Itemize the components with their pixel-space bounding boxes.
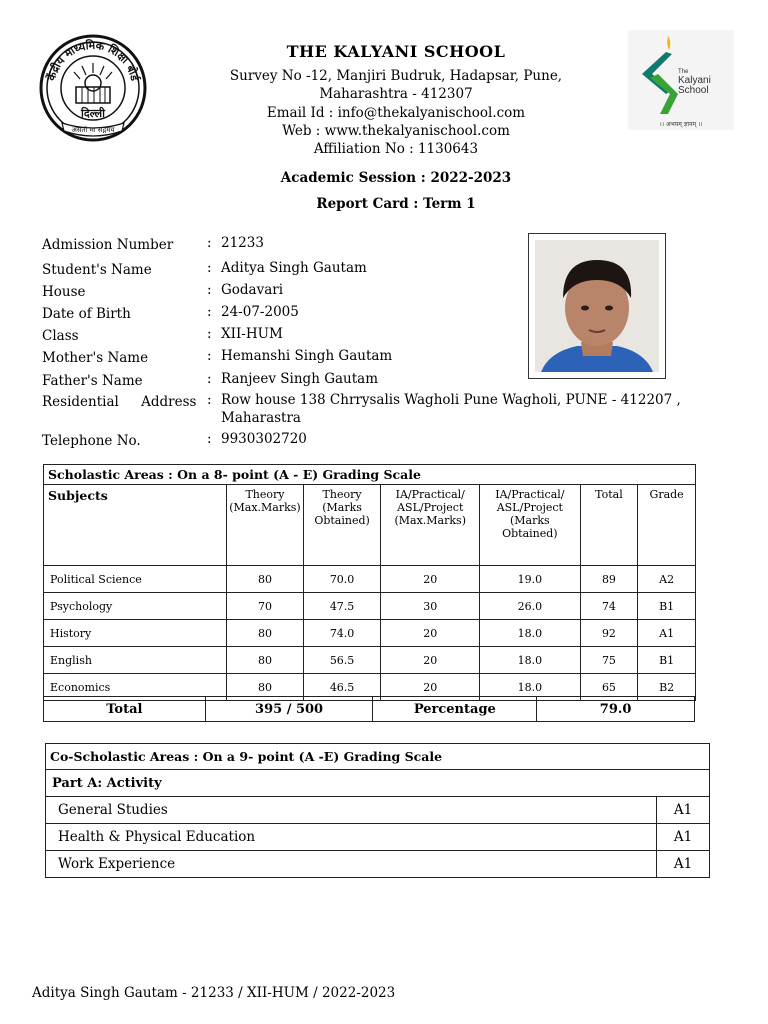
subject-row — [44, 566, 696, 593]
subject-name: Psychology — [44, 593, 227, 620]
subject-cell: 65 — [580, 674, 638, 701]
subject-row — [44, 647, 696, 674]
svg-text:The: The — [678, 69, 689, 75]
field-colon: : — [207, 371, 212, 387]
student-field-value-line2: Maharastra — [221, 410, 301, 426]
student-field-label: House — [42, 284, 86, 300]
svg-text:Kalyani: Kalyani — [678, 75, 711, 86]
subject-cell: 80 — [227, 566, 304, 593]
subject-cell: B1 — [638, 593, 696, 620]
subject-row — [44, 593, 696, 620]
coscholastic-part: Part A: Activity — [46, 770, 710, 797]
student-field-value: XII-HUM — [221, 326, 283, 342]
affiliation-number: Affiliation No : 1130643 — [313, 141, 479, 157]
student-field-value: Godavari — [221, 282, 284, 298]
student-field-value: 9930302720 — [221, 431, 307, 447]
subject-cell: 80 — [227, 674, 304, 701]
header-grade: Grade — [638, 485, 696, 566]
field-colon: : — [207, 304, 212, 320]
subject-cell: 46.5 — [303, 674, 381, 701]
svg-text:School: School — [678, 85, 709, 96]
activity-grade: A1 — [657, 851, 710, 878]
activity-row — [46, 824, 710, 851]
subject-cell: 70 — [227, 593, 304, 620]
scholastic-header-row — [44, 485, 696, 566]
student-field-label: Student's Name — [42, 262, 152, 278]
field-colon: : — [207, 282, 212, 298]
field-colon: : — [207, 235, 212, 251]
svg-text:केंद्रीय माध्यमिक शिक्षा बोर्ड: केंद्रीय माध्यमिक शिक्षा बोर्ड — [44, 38, 142, 83]
student-field-label: Telephone No. — [42, 433, 141, 449]
student-field-value: Hemanshi Singh Gautam — [221, 348, 393, 364]
subject-cell: 19.0 — [480, 566, 581, 593]
subject-cell: 74.0 — [303, 620, 381, 647]
scholastic-table — [43, 464, 696, 701]
activity-row — [46, 851, 710, 878]
subject-name: Economics — [44, 674, 227, 701]
header-theory-max: Theory (Max.Marks) — [227, 485, 304, 566]
subject-cell: 18.0 — [480, 674, 581, 701]
student-field-label: Mother's Name — [42, 350, 149, 366]
header-ia-obtained: IA/Practical/ ASL/Project (Marks Obtained) — [480, 485, 581, 566]
subject-cell: B1 — [638, 647, 696, 674]
student-field-value: Aditya Singh Gautam — [221, 260, 367, 276]
field-colon: : — [207, 260, 212, 276]
student-field-label: Class — [42, 328, 79, 344]
activity-name: Health & Physical Education — [46, 824, 657, 851]
subject-cell: 20 — [381, 620, 480, 647]
subject-cell: 20 — [381, 566, 480, 593]
student-field-label: Admission Number — [42, 237, 174, 253]
activity-name: Work Experience — [46, 851, 657, 878]
svg-text:असतो मा सद्गमय: असतो मा सद्गमय — [71, 126, 115, 134]
activity-row — [46, 797, 710, 824]
school-address-line2: Maharashtra - 412307 — [319, 86, 473, 102]
student-field-label: Residential Address — [42, 394, 197, 410]
subject-cell: A1 — [638, 620, 696, 647]
subject-name: English — [44, 647, 227, 674]
svg-text:।। अभयम् ज्ञानम् ।।: ।। अभयम् ज्ञानम् ।। — [659, 121, 703, 128]
student-photo — [528, 233, 666, 379]
cbse-logo — [38, 33, 148, 143]
subject-cell: 18.0 — [480, 620, 581, 647]
school-logo — [628, 30, 734, 130]
academic-session: Academic Session : 2022-2023 — [280, 170, 512, 186]
student-field-label: Father's Name — [42, 373, 143, 389]
field-colon: : — [207, 348, 212, 364]
field-colon: : — [207, 326, 212, 342]
activity-grade: A1 — [657, 824, 710, 851]
svg-text:दिल्ली: दिल्ली — [81, 107, 105, 120]
subject-cell: 26.0 — [480, 593, 581, 620]
subject-cell: 80 — [227, 620, 304, 647]
header-subjects: Subjects — [44, 485, 227, 566]
footer: Aditya Singh Gautam - 21233 / XII-HUM / 2022-2023 — [32, 985, 396, 1001]
school-email: Email Id : info@thekalyanischool.com — [266, 105, 526, 121]
coscholastic-table — [45, 743, 710, 878]
subject-name: History — [44, 620, 227, 647]
student-field-value: Row house 138 Chrrysalis Wagholi Pune Wagholi, PUNE - 412207 , — [221, 392, 681, 408]
subject-cell: 70.0 — [303, 566, 381, 593]
student-field-label: Date of Birth — [42, 306, 131, 322]
field-colon: : — [207, 392, 212, 408]
subject-cell: 89 — [580, 566, 638, 593]
subject-cell: 56.5 — [303, 647, 381, 674]
subject-cell: B2 — [638, 674, 696, 701]
field-colon: : — [207, 431, 212, 447]
scholastic-caption: Scholastic Areas : On a 8- point (A - E) Grading Scale — [44, 465, 696, 485]
subject-cell: 75 — [580, 647, 638, 674]
report-card-title: Report Card : Term 1 — [316, 196, 476, 212]
activity-grade: A1 — [657, 797, 710, 824]
header-total: Total — [580, 485, 638, 566]
header-ia-max: IA/Practical/ ASL/Project (Max.Marks) — [381, 485, 480, 566]
subject-cell: 47.5 — [303, 593, 381, 620]
percentage-label: Percentage — [373, 697, 537, 722]
subject-cell: A2 — [638, 566, 696, 593]
subject-name: Political Science — [44, 566, 227, 593]
subject-cell: 74 — [580, 593, 638, 620]
school-website: Web : www.thekalyanischool.com — [282, 123, 510, 139]
subject-cell: 20 — [381, 647, 480, 674]
student-field-value: 21233 — [221, 235, 264, 251]
percentage-value: 79.0 — [537, 697, 695, 722]
subject-cell: 18.0 — [480, 647, 581, 674]
student-field-value: Ranjeev Singh Gautam — [221, 371, 378, 387]
subject-row — [44, 620, 696, 647]
coscholastic-caption: Co-Scholastic Areas : On a 9- point (A -E) Grading Scale — [46, 744, 710, 770]
school-address-line1: Survey No -12, Manjiri Budruk, Hadapsar, Pune, — [229, 68, 563, 84]
header-theory-obtained: Theory (Marks Obtained) — [303, 485, 381, 566]
student-field-value: 24-07-2005 — [221, 304, 299, 320]
total-value: 395 / 500 — [205, 697, 373, 722]
totals-table — [43, 696, 695, 722]
subject-cell: 92 — [580, 620, 638, 647]
school-name: THE KALYANI SCHOOL — [286, 42, 506, 61]
subject-cell: 30 — [381, 593, 480, 620]
subject-cell: 80 — [227, 647, 304, 674]
subject-cell: 20 — [381, 674, 480, 701]
activity-name: General Studies — [46, 797, 657, 824]
total-label: Total — [44, 697, 206, 722]
